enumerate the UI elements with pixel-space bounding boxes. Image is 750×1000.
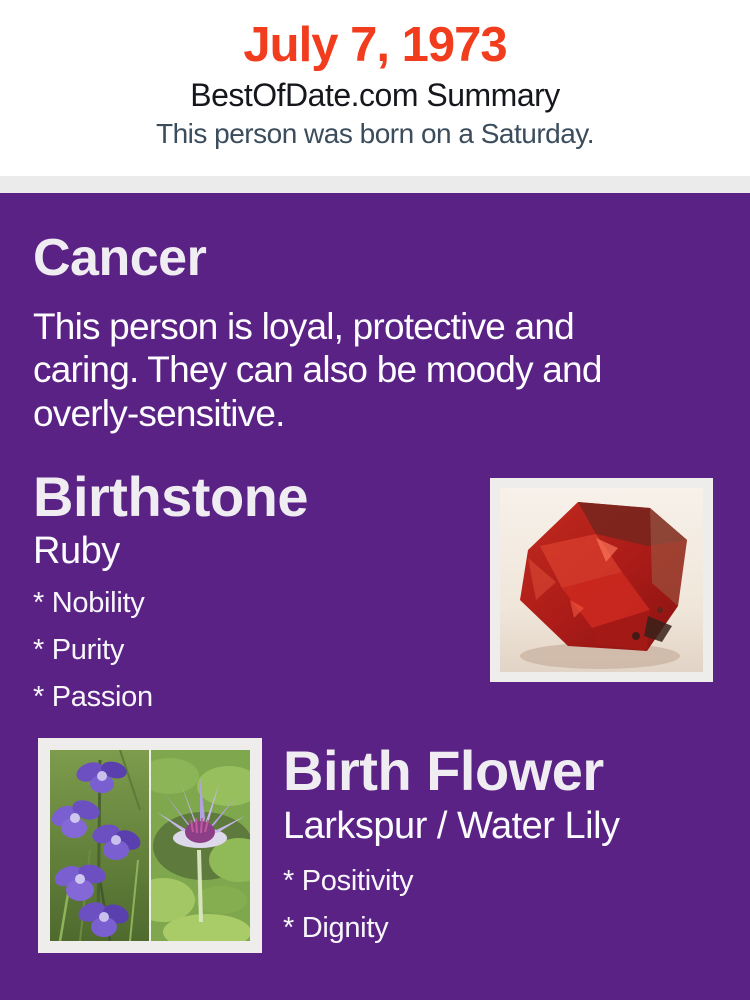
flower-photo-frame — [38, 738, 262, 953]
birth-flower-name: Larkspur / Water Lily — [283, 804, 620, 847]
birthstone-trait: * Nobility — [33, 587, 145, 620]
divider-bar — [0, 176, 750, 193]
born-day-line: This person was born on a Saturday. — [155, 117, 594, 149]
water-lily-photo — [151, 750, 250, 941]
zodiac-sign-heading: Cancer — [33, 229, 207, 287]
birth-flower-trait: * Dignity — [283, 912, 389, 945]
birthstone-heading: Birthstone — [33, 464, 308, 528]
birth-flower-trait-list — [283, 864, 723, 946]
birthstone-name: Ruby — [33, 530, 120, 573]
birthstone-trait: * Purity — [33, 633, 125, 666]
larkspur-photo — [50, 750, 149, 941]
ruby-photo-frame — [490, 478, 713, 682]
birthstone-trait: * Passion — [33, 680, 153, 713]
birth-flower-heading: Birth Flower — [283, 739, 604, 802]
birth-flower-trait: * Positivity — [283, 865, 414, 898]
birth-flower-block — [283, 740, 723, 958]
date-title: July 7, 1973 — [243, 18, 507, 72]
site-summary-title: BestOfDate.com Summary — [190, 77, 560, 114]
ruby-gemstone-photo — [500, 488, 703, 672]
details-section — [0, 193, 750, 1000]
header-section — [0, 0, 750, 176]
zodiac-description: This person is loyal, protective and caring. They can also be moody and overly-sensitive. — [33, 305, 602, 435]
